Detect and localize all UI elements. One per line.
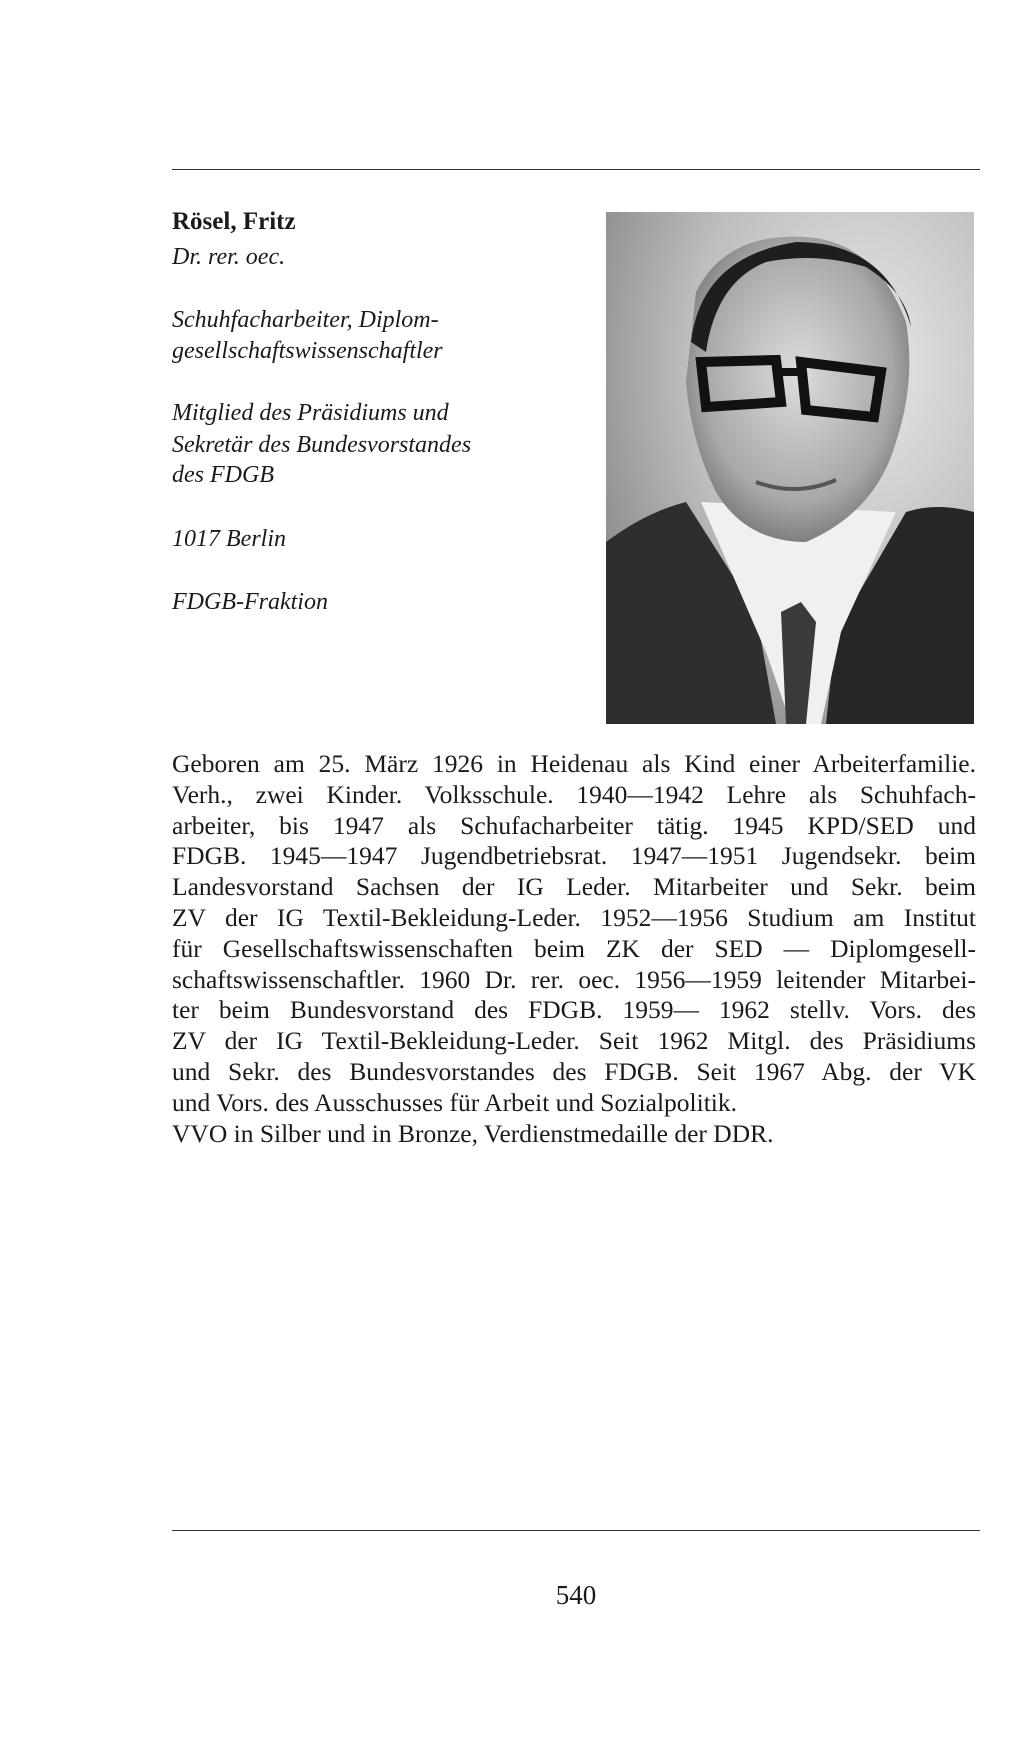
- position-line-2: Sekretär des Bundesvorstandes: [172, 432, 472, 458]
- biography-line: ZV der IG Textil-Bekleidung-Leder. Seit 1962 Mitgl. des Präsidiums: [172, 1026, 976, 1056]
- biography-line: ter beim Bundesvorstand des FDGB. 1959— 1962 stellv. Vors. des: [172, 995, 976, 1025]
- position-line-1: Mitglied des Präsidiums und: [172, 400, 449, 426]
- biography-line: FDGB. 1945—1947 Jugendbetriebsrat. 1947—1951 Jugendsekr. beim: [172, 841, 976, 871]
- biography-line: Verh., zwei Kinder. Volksschule. 1940—1942 Lehre als Schuhfach-: [172, 779, 976, 809]
- portrait-photo: [606, 212, 974, 724]
- bottom-rule: [172, 1530, 980, 1531]
- faction: FDGB-Fraktion: [172, 589, 328, 615]
- academic-title: Dr. rer. oec.: [172, 244, 286, 270]
- biography-line: Geboren am 25. März 1926 in Heidenau als Kind einer Arbeiterfamilie.: [172, 749, 976, 778]
- profession-line-1: Schuhfacharbeiter, Diplom-: [172, 307, 439, 333]
- biography-line: für Gesellschaftswissenschaften beim ZK der SED — Diplomgesell-: [172, 933, 976, 963]
- position-line-3: des FDGB: [172, 462, 274, 488]
- entry-name: Rösel, Fritz: [172, 208, 296, 235]
- biography-text: [172, 749, 976, 1149]
- biography-line: VVO in Silber und in Bronze, Verdienstmedaille der DDR.: [172, 1118, 774, 1148]
- biography-line: arbeiter, bis 1947 als Schufacharbeiter tätig. 1945 KPD/SED und: [172, 810, 976, 840]
- page-number: 540: [555, 1580, 597, 1610]
- biography-line: Landesvorstand Sachsen der IG Leder. Mitarbeiter und Sekr. beim: [172, 872, 976, 902]
- biography-line: und Sekr. des Bundesvorstandes des FDGB. Seit 1967 Abg. der VK: [172, 1056, 976, 1086]
- biography-line: und Vors. des Ausschusses für Arbeit und Sozialpolitik.: [172, 1087, 738, 1117]
- biography-line: schaftswissenschaftler. 1960 Dr. rer. oec. 1956—1959 leitender Mitarbei-: [172, 964, 976, 994]
- top-rule: [172, 169, 980, 170]
- address: 1017 Berlin: [172, 526, 286, 552]
- profession-line-2: gesellschaftswissenschaftler: [172, 338, 443, 364]
- biography-line: ZV der IG Textil-Bekleidung-Leder. 1952—1956 Studium am Institut: [172, 902, 976, 932]
